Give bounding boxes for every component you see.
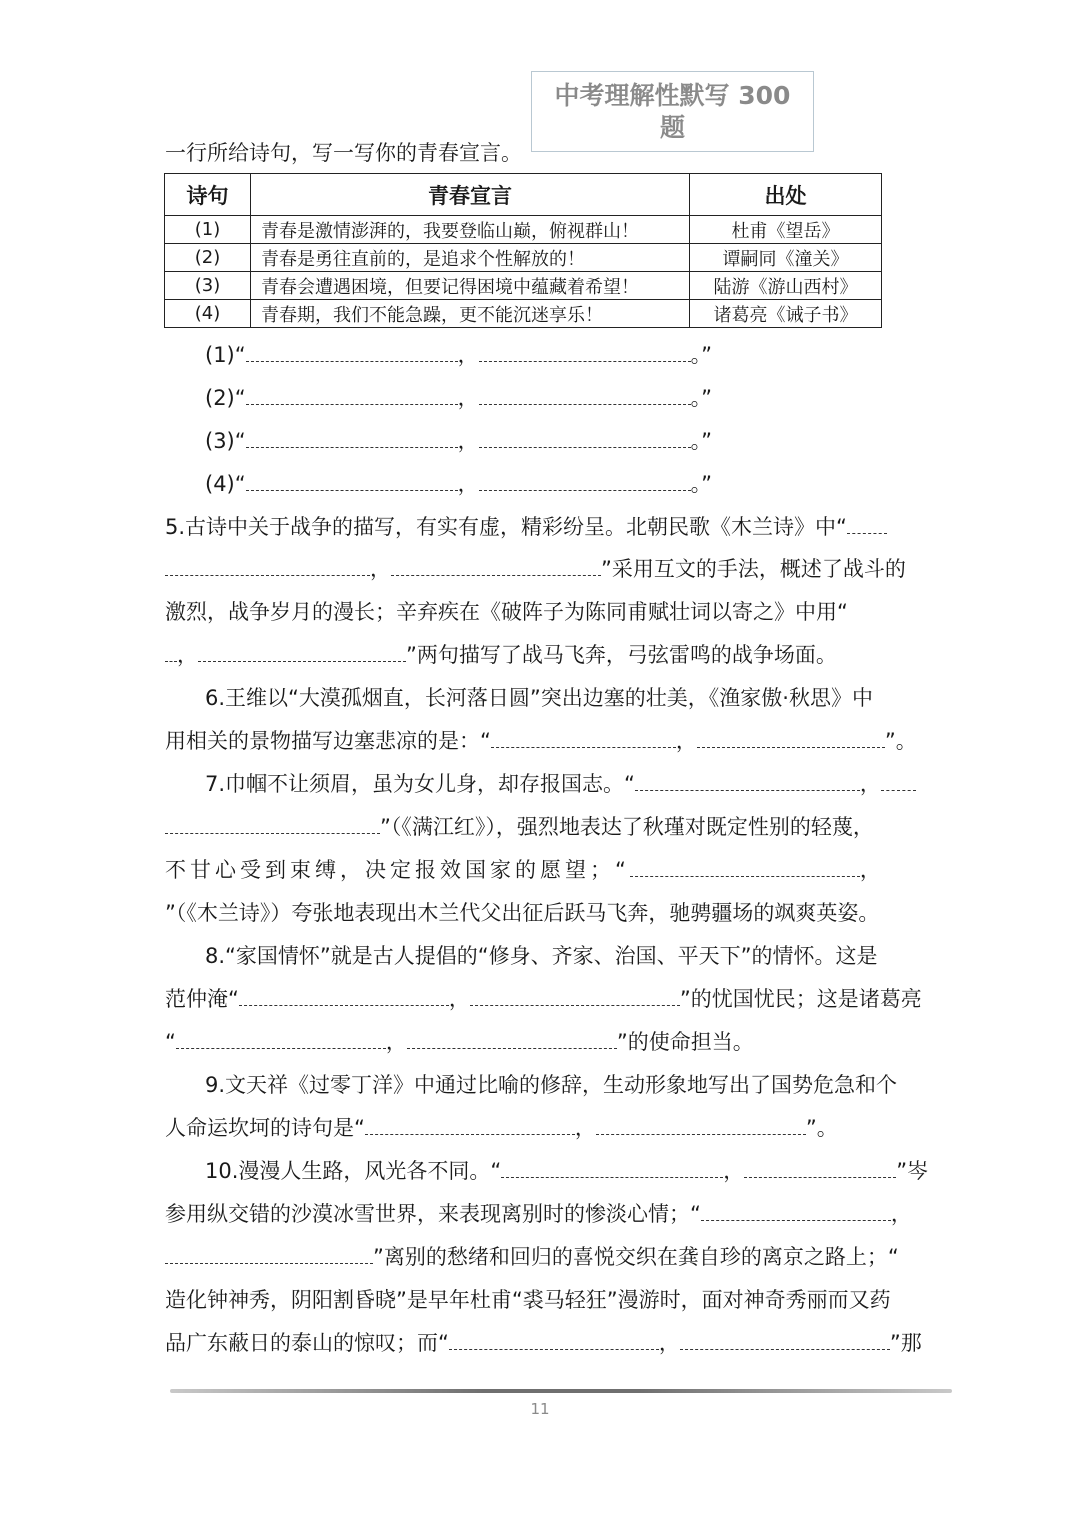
table-row bbox=[165, 244, 882, 272]
fill-blank[interactable] bbox=[479, 384, 691, 405]
fill-blank[interactable] bbox=[479, 427, 691, 448]
fill-blank[interactable] bbox=[165, 641, 177, 662]
cell-declaration: 青春是勇往直前的，是追求个性解放的！ bbox=[251, 244, 690, 272]
comma: ， bbox=[448, 987, 470, 1011]
comma: ， bbox=[457, 472, 479, 496]
q9-line-1: 9.文天祥《过零丁洋》中通过比喻的修辞，生动形象地写出了国势危急和个 bbox=[205, 1073, 898, 1097]
cell-source: 谭嗣同《潼关》 bbox=[690, 244, 882, 272]
fill-blank[interactable] bbox=[479, 341, 691, 362]
cell-number: (3) bbox=[165, 272, 251, 300]
fill-blank[interactable] bbox=[847, 513, 887, 534]
cell-declaration: 青春期，我们不能急躁，更不能沉迷享乐！ bbox=[251, 300, 690, 328]
fill-blank[interactable] bbox=[630, 856, 860, 877]
fill-blank[interactable] bbox=[246, 427, 458, 448]
fill-blank[interactable] bbox=[165, 555, 370, 576]
answer-label: (1)“ bbox=[205, 343, 246, 367]
answer-line-1 bbox=[205, 340, 712, 370]
comma: ， bbox=[890, 1202, 912, 1226]
youth-declaration-table bbox=[164, 173, 882, 328]
fill-blank[interactable] bbox=[246, 384, 458, 405]
fill-blank[interactable] bbox=[246, 470, 458, 491]
q5-line-2 bbox=[165, 554, 906, 584]
question-text: “ bbox=[165, 1030, 176, 1054]
column-header: 出处 bbox=[690, 174, 882, 216]
table-row bbox=[165, 300, 882, 328]
fill-blank[interactable] bbox=[491, 727, 676, 748]
q5-line-4 bbox=[165, 640, 837, 670]
q10-line-3 bbox=[165, 1242, 899, 1272]
q5-line-3: 激烈，战争岁月的漫长；辛弃疾在《破阵子为陈同甫赋壮词以寄之》中用“ bbox=[165, 600, 848, 624]
fill-blank[interactable] bbox=[881, 770, 916, 791]
fill-blank[interactable] bbox=[697, 727, 885, 748]
question-text: ”采用互文的手法，概述了战斗的 bbox=[601, 557, 906, 581]
fill-blank[interactable] bbox=[596, 1114, 806, 1135]
comma: ， bbox=[457, 343, 479, 367]
question-text: ”离别的愁绪和回归的喜悦交织在龚自珍的离京之路上；“ bbox=[373, 1245, 899, 1269]
answer-label: (3)“ bbox=[205, 429, 246, 453]
question-text: ”的使命担当。 bbox=[616, 1030, 754, 1054]
comma: ， bbox=[859, 772, 881, 796]
table-header-row bbox=[165, 174, 882, 216]
fill-blank[interactable] bbox=[407, 1028, 617, 1049]
q6-line-1: 6.王维以“大漠孤烟直，长河落日圆”突出边塞的壮美，《渔家傲·秋思》中 bbox=[205, 686, 873, 710]
q7-line-3 bbox=[165, 855, 881, 885]
cell-source: 诸葛亮《诫子书》 bbox=[690, 300, 882, 328]
fill-blank[interactable] bbox=[470, 985, 680, 1006]
q7-line-1 bbox=[205, 769, 916, 799]
question-text: ”两句描写了战马飞奔，弓弦雷鸣的战争场面。 bbox=[406, 643, 837, 667]
q8-line-2 bbox=[165, 984, 922, 1014]
comma: ， bbox=[675, 729, 697, 753]
document-title-box bbox=[531, 71, 814, 152]
question-text: 范仲淹“ bbox=[165, 987, 239, 1011]
question-text: ”的忧国忧民；这是诸葛亮 bbox=[679, 987, 922, 1011]
answer-tail: 。” bbox=[690, 386, 713, 410]
answer-line-3 bbox=[205, 426, 712, 456]
fill-blank[interactable] bbox=[365, 1114, 575, 1135]
question-text: ”岑 bbox=[896, 1159, 929, 1183]
fill-blank[interactable] bbox=[246, 341, 458, 362]
question-text: ”（《满江红》），强烈地表达了秋瑾对既定性别的轻蔑， bbox=[380, 815, 874, 839]
fill-blank[interactable] bbox=[680, 1329, 890, 1350]
comma: ， bbox=[177, 643, 198, 667]
fill-blank[interactable] bbox=[744, 1157, 896, 1178]
question-text: 10.漫漫人生路，风光各不同。“ bbox=[205, 1159, 502, 1183]
answer-label: (4)“ bbox=[205, 472, 246, 496]
answer-tail: 。” bbox=[690, 429, 713, 453]
comma: ， bbox=[457, 386, 479, 410]
comma: ， bbox=[859, 858, 881, 882]
question-text: ”那 bbox=[889, 1331, 922, 1355]
question-text: 用相关的景物描写边塞悲凉的是：“ bbox=[165, 729, 491, 753]
page-number: 11 bbox=[530, 1400, 550, 1418]
cell-number: (4) bbox=[165, 300, 251, 328]
document-title: 中考理解性默写 300 题 bbox=[554, 80, 791, 142]
q7-line-4: ”（《木兰诗》）夸张地表现出木兰代父出征后跃马飞奔，驰骋疆场的飒爽英姿。 bbox=[165, 901, 880, 925]
column-header: 青春宣言 bbox=[251, 174, 690, 216]
fill-blank[interactable] bbox=[165, 813, 380, 834]
fill-blank[interactable] bbox=[635, 770, 860, 791]
fill-blank[interactable] bbox=[198, 641, 406, 662]
q6-line-2 bbox=[165, 726, 917, 756]
question-text: 7.巾帼不让须眉，虽为女儿身，却存报国志。“ bbox=[205, 772, 635, 796]
comma: ， bbox=[457, 429, 479, 453]
fill-blank[interactable] bbox=[391, 555, 601, 576]
q10-line-4: 造化钟神秀，阴阳割昏晓”是早年杜甫“裘马轻狂”漫游时，面对神奇秀丽而又药 bbox=[165, 1288, 891, 1312]
table-row bbox=[165, 272, 882, 300]
q5-line-1 bbox=[165, 512, 887, 542]
column-header: 诗句 bbox=[165, 174, 251, 216]
fill-blank[interactable] bbox=[176, 1028, 386, 1049]
fill-blank[interactable] bbox=[449, 1329, 659, 1350]
comma: ， bbox=[370, 557, 391, 581]
q10-line-1 bbox=[205, 1156, 928, 1186]
answer-tail: 。” bbox=[690, 472, 713, 496]
answer-tail: 。” bbox=[690, 343, 713, 367]
question-text: 不甘心受到束缚，决定报效国家的愿望；“ bbox=[165, 858, 630, 882]
cell-source: 陆游《游山西村》 bbox=[690, 272, 882, 300]
cell-number: (1) bbox=[165, 216, 251, 244]
cell-declaration: 青春是激情澎湃的，我要登临山巅，俯视群山！ bbox=[251, 216, 690, 244]
footer-divider bbox=[170, 1389, 952, 1393]
comma: ， bbox=[574, 1116, 596, 1140]
question-text: ”。 bbox=[884, 729, 917, 753]
fill-blank[interactable] bbox=[501, 1157, 723, 1178]
question-text: 品广东蔽日的泰山的惊叹；而“ bbox=[165, 1331, 449, 1355]
cell-declaration: 青春会遭遇困境，但要记得困境中蕴藏着希望！ bbox=[251, 272, 690, 300]
question-text: 参用纵交错的沙漠冰雪世界，来表现离别时的惨淡心情；“ bbox=[165, 1202, 701, 1226]
intro-text: 一行所给诗句，写一写你的青春宣言。 bbox=[165, 141, 522, 165]
answer-line-4 bbox=[205, 469, 712, 499]
question-text: 人命运坎坷的诗句是“ bbox=[165, 1116, 365, 1140]
fill-blank[interactable] bbox=[479, 470, 691, 491]
q9-line-2 bbox=[165, 1113, 838, 1143]
q8-line-3 bbox=[165, 1027, 754, 1057]
q8-line-1: 8.“家国情怀”就是古人提倡的“修身、齐家、治国、平天下”的情怀。这是 bbox=[205, 944, 878, 968]
answer-line-2 bbox=[205, 383, 712, 413]
answer-label: (2)“ bbox=[205, 386, 246, 410]
cell-source: 杜甫《望岳》 bbox=[690, 216, 882, 244]
comma: ， bbox=[723, 1159, 745, 1183]
q10-line-5 bbox=[165, 1328, 922, 1358]
comma: ， bbox=[385, 1030, 407, 1054]
fill-blank[interactable] bbox=[701, 1200, 891, 1221]
table-row bbox=[165, 216, 882, 244]
fill-blank[interactable] bbox=[239, 985, 449, 1006]
question-text: 5.古诗中关于战争的描写，有实有虚，精彩纷呈。北朝民歌《木兰诗》中“ bbox=[165, 515, 847, 539]
comma: ， bbox=[658, 1331, 680, 1355]
fill-blank[interactable] bbox=[165, 1243, 373, 1264]
q7-line-2 bbox=[165, 812, 874, 842]
q10-line-2 bbox=[165, 1199, 912, 1229]
question-text: ”。 bbox=[805, 1116, 838, 1140]
cell-number: (2) bbox=[165, 244, 251, 272]
